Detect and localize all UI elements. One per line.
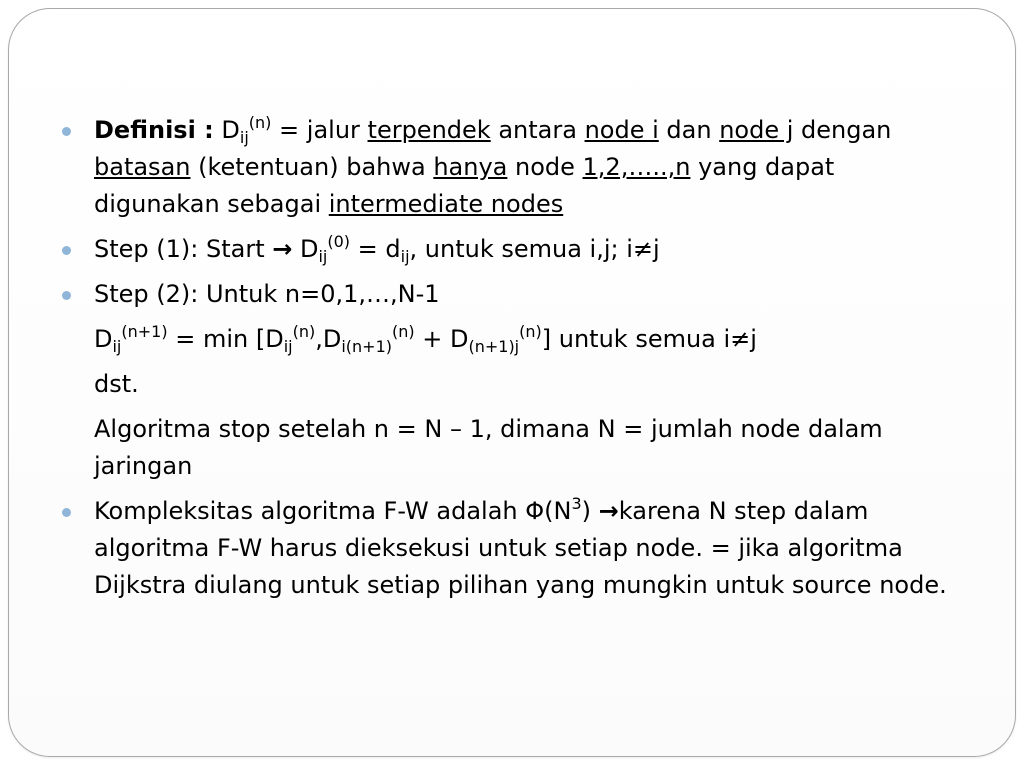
right-arrow-icon: → [272, 235, 293, 263]
step2-text: Step (2): Untuk n=0,1,…,N-1 [94, 280, 440, 308]
step1-subscript-ij: ij [318, 247, 328, 266]
text-yang: yang dapat digunakan sebagai [94, 153, 835, 218]
step1-eq: = d [350, 235, 401, 263]
subscript-ij: ij [239, 128, 249, 147]
formula-sub1: ij [112, 337, 122, 356]
d-symbol: D [221, 116, 240, 144]
definition-bullet [62, 112, 962, 223]
step1-bullet [62, 231, 962, 268]
formula-d1: D [94, 325, 113, 353]
formula-sub3: i(n+1) [341, 337, 392, 356]
right-arrow-icon: → [598, 497, 619, 525]
step1-d: D [292, 235, 319, 263]
formula-sup2: (n) [292, 322, 316, 341]
dst-line: dst. [94, 370, 139, 398]
complexity-suffix: karena N step dalam algoritma F-W harus dieksekusi untuk setiap node. = jika algoritma Dijkstra diulang untuk setiap pilihan yang mungkin untuk source node. [94, 497, 947, 599]
formula-sub2: ij [283, 337, 293, 356]
complexity-bullet [62, 493, 962, 604]
formula-sup4: (n) [519, 322, 542, 341]
term-range: 1,2,…..,n [582, 153, 691, 181]
text-jalur: = jalur [271, 116, 368, 144]
term-node-j: node j [719, 116, 794, 144]
complexity-close: ) [581, 497, 599, 525]
formula-sup1: (n+1) [121, 322, 168, 341]
step1-subscript-ij-2: ij [400, 247, 410, 266]
step1-superscript-0: (0) [327, 232, 351, 251]
formula-sub4: (n+1)j [468, 337, 520, 356]
term-terpendek: terpendek [367, 116, 491, 144]
formula-suffix: ] untuk semua i≠j [541, 325, 757, 353]
text-antara: antara [490, 116, 585, 144]
term-node-i: node i [584, 116, 659, 144]
complexity-prefix: Kompleksitas algoritma F-W adalah Φ(N [94, 497, 572, 525]
text-dengan: dengan [793, 116, 892, 144]
slide-content [62, 112, 962, 612]
formula-sup3: (n) [391, 322, 415, 341]
superscript-n: (n) [248, 113, 272, 132]
text-node: node [507, 153, 583, 181]
term-intermediate-nodes: intermediate nodes [328, 190, 564, 218]
text-dan: dan [658, 116, 720, 144]
step1-prefix: Step (1): Start [94, 235, 273, 263]
term-batasan: batasan [94, 153, 191, 181]
step2-bullet [62, 276, 962, 313]
formula-eq: = min [D [167, 325, 284, 353]
step1-suffix: , untuk semua i,j; i≠j [409, 235, 660, 263]
complexity-sup3: 3 [571, 494, 582, 513]
text-ketentuan: (ketentuan) bahwa [190, 153, 434, 181]
formula-comma: ,D [315, 325, 342, 353]
recurrence-formula [62, 321, 962, 358]
stop-condition: Algoritma stop setelah n = N – 1, dimana N = jumlah node dalam jaringan [94, 415, 883, 480]
term-hanya: hanya [433, 153, 508, 181]
definition-label: Definisi : [94, 116, 214, 144]
formula-plus: + D [414, 325, 469, 353]
